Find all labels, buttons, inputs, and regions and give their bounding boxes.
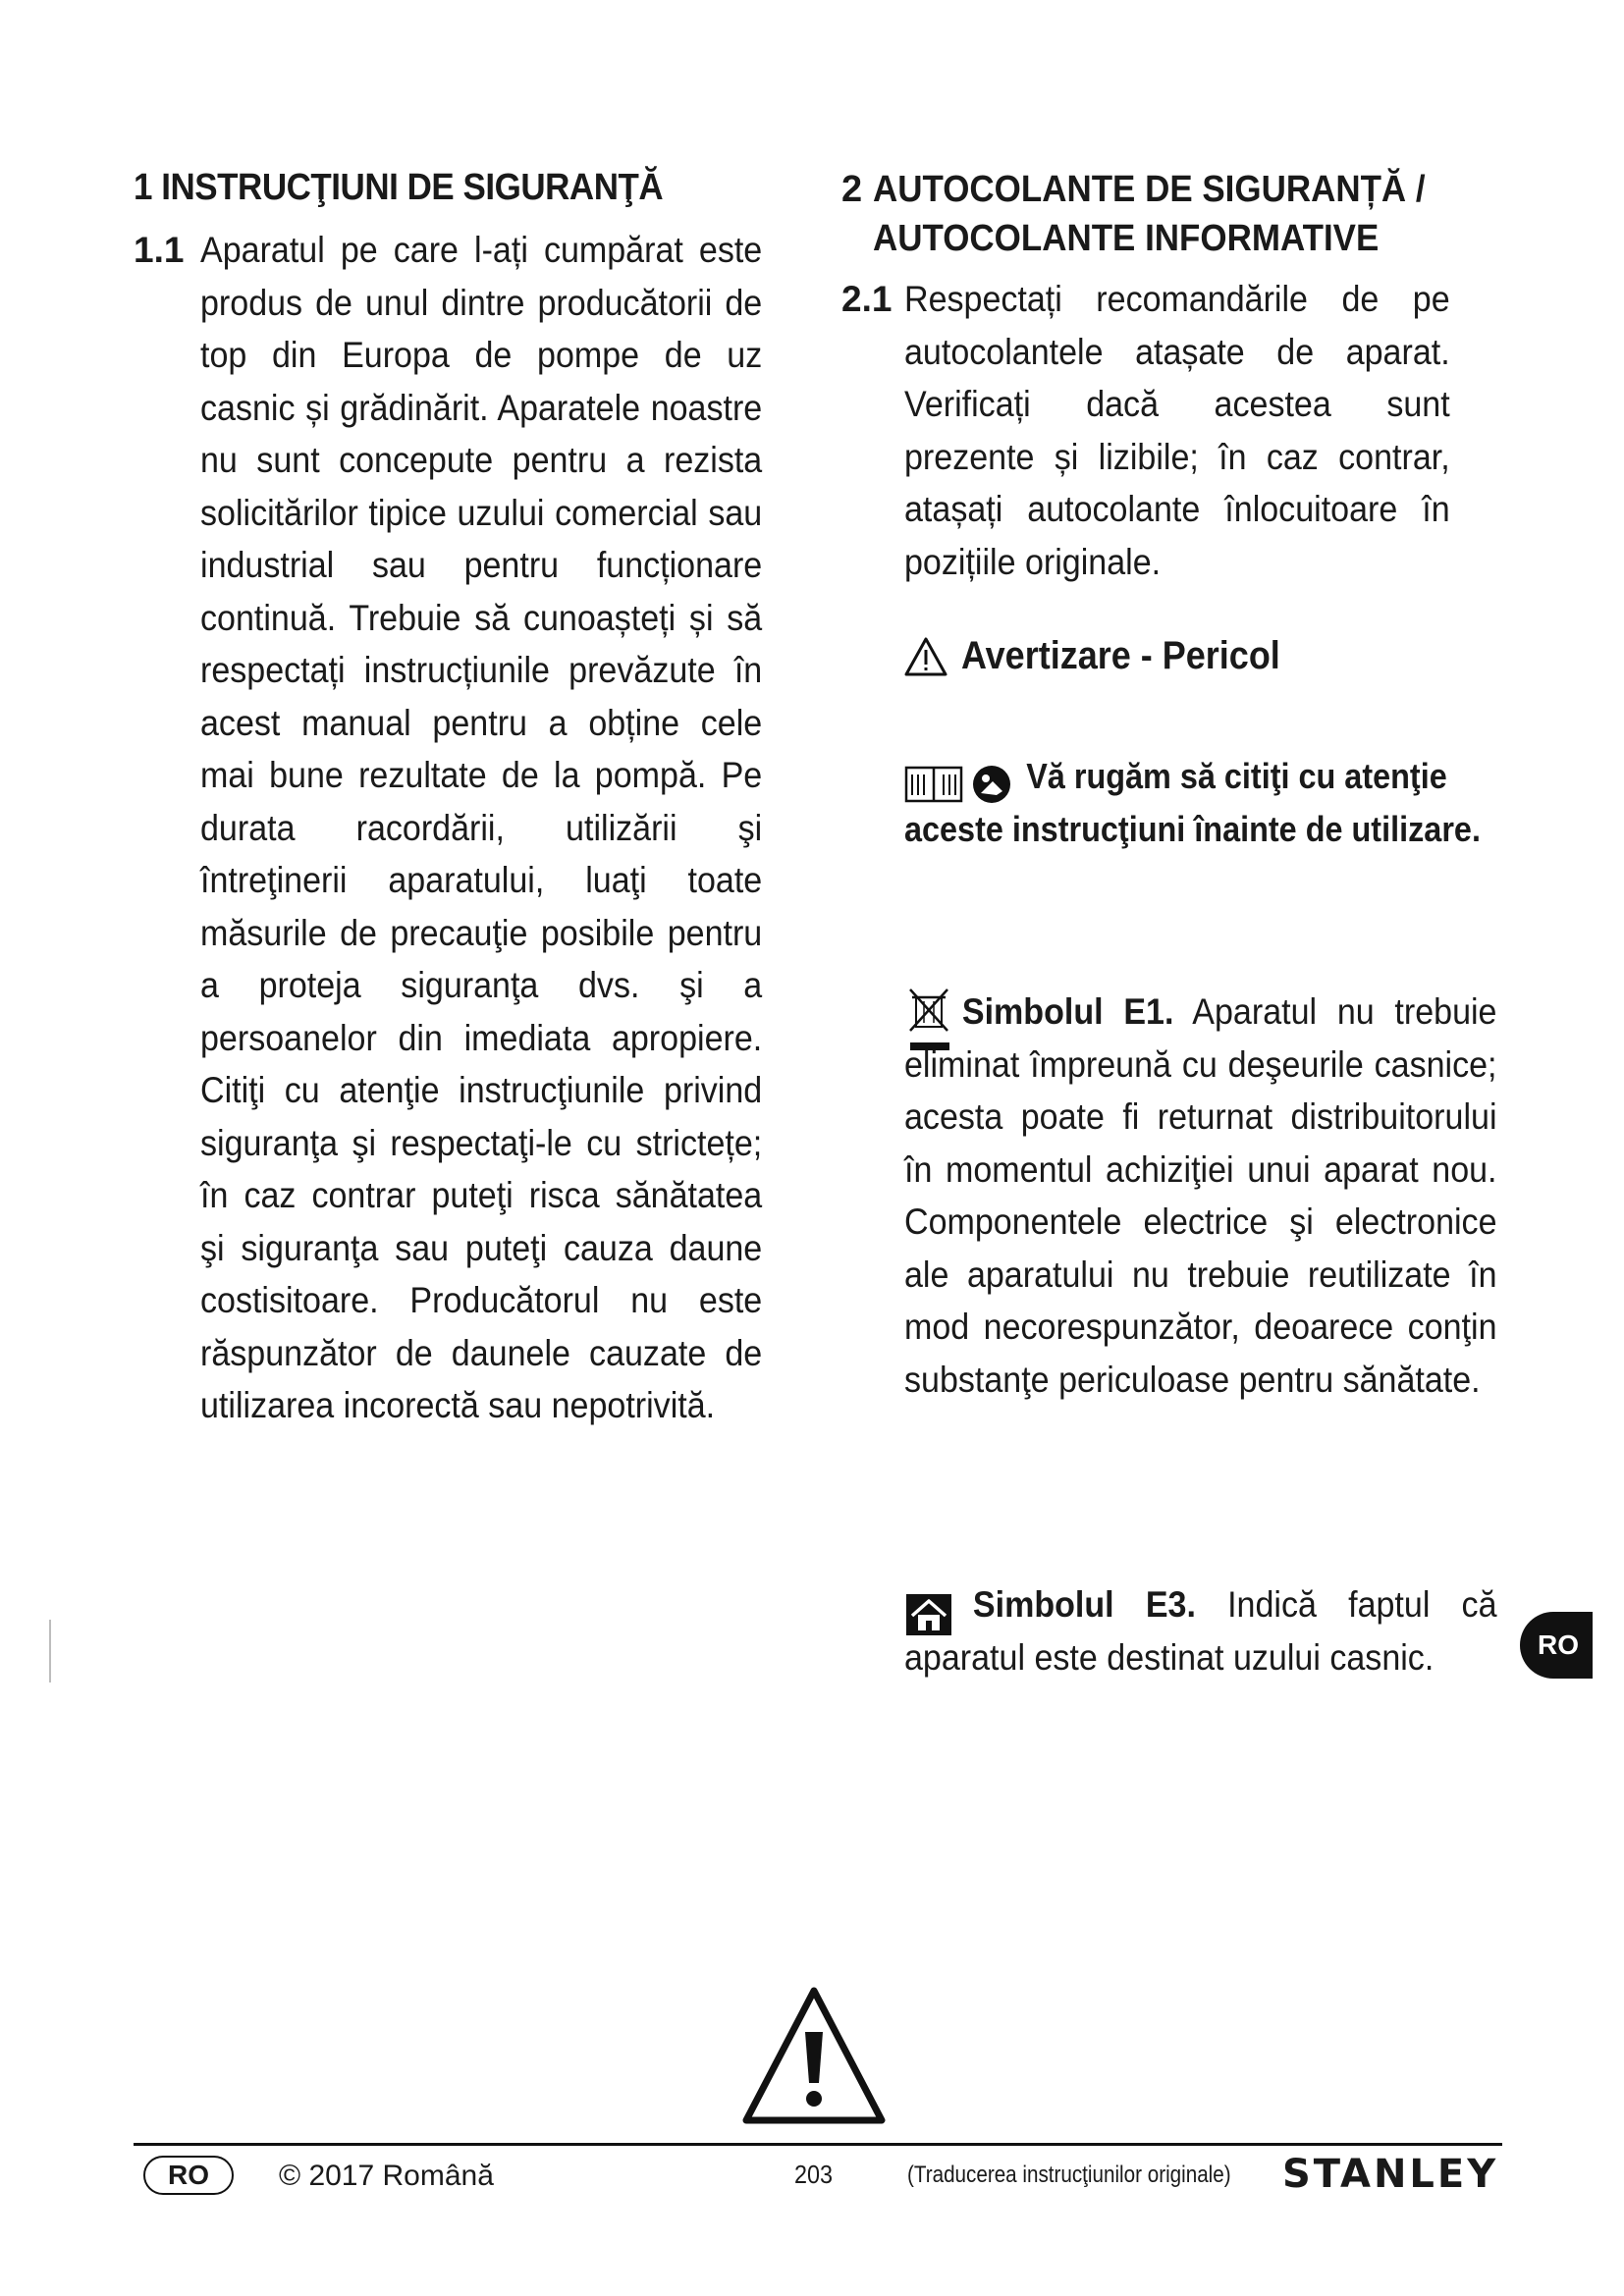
symbol-e3-description: Indică faptul că aparatul este destinat uzului casnic. — [904, 1584, 1497, 1678]
item-2-1-number: 2.1 — [841, 279, 893, 319]
section-1-heading: 1 INSTRUCŢIUNI DE SIGURANŢĂ — [134, 167, 664, 208]
page-number: 203 — [794, 2160, 834, 2189]
item-2-1-text: Respectați recomandările de pe autocolantele atașate de aparat. Verificați dacă acestea sunt prezente și lizibile; în caz contrar, atașați autocolante înlocuitoare în pozițiile originale. — [904, 279, 1450, 582]
warning-triangle-icon — [904, 637, 947, 676]
footer-copyright: © 2017 Română — [279, 2160, 494, 2192]
section-safety-stickers — [841, 165, 1497, 1678]
read-instructions-note — [904, 750, 1497, 856]
margin-mark — [49, 1620, 51, 1682]
symbol-e1-note — [904, 986, 1497, 1406]
warning-title: Avertizare - Pericol — [961, 634, 1280, 677]
read-instructions-text: Vă rugăm să citiţi cu atenţie aceste instrucţiuni înainte de utilizare. — [904, 756, 1481, 849]
section-2-heading — [841, 165, 1497, 263]
warning-triangle-icon — [740, 1985, 888, 2126]
section-safety-instructions — [134, 165, 811, 1432]
symbol-e1-label: Simbolul E1. — [961, 991, 1174, 1032]
item-2-1 — [841, 273, 1497, 588]
symbol-e1-text — [904, 986, 1497, 1406]
item-1-1 — [134, 224, 811, 1432]
section-2-number: 2 — [841, 169, 863, 210]
section-2-title: AUTOCOLANTE DE SIGURANȚĂ / AUTOCOLANTE INFORMATIVE — [873, 169, 1426, 259]
symbol-e3-text — [904, 1578, 1497, 1683]
warning-heading — [904, 634, 1316, 678]
brand-logo: STANLEY — [1282, 2152, 1499, 2197]
footer-language-badge: RO — [143, 2156, 234, 2195]
language-tab: RO — [1520, 1612, 1593, 1679]
translation-note: (Traducerea instrucţiunilor originale) — [907, 2162, 1231, 2188]
item-1-1-number: 1.1 — [134, 230, 185, 270]
symbol-e3-label: Simbolul E3. — [972, 1584, 1196, 1625]
item-1-1-text: Aparatul pe care l-ați cumpărat este produs de unul dintre producătorii de top din Europa de pompe de uz casnic și grădinărit. Aparatele noastre nu sunt concepute pentru a rezista solicitărilor tipice uzului comercial sau industrial sau pentru funcționare continuă. Trebuie să cunoașteți și să respectați instrucțiunile prevăzute în acest manual pentru a obține cele mai bune rezultate de la pompă. Pe durata racordării, utilizării şi întreţinerii aparatului, luaţi toate măsurile de precauţie posibile pentru a proteja siguranţa dvs. şi a persoanelor din imediata apropiere. Citiţi cu atenţie instrucţiunile privind siguranţa şi respectaţi-le cu strictețe; în caz contrar puteţi risca sănătatea şi siguranţa sau puteţi cauza daune costisitoare. Producătorul nu este răspunzător de daunele cauzate de utilizarea incorectă sau nepotrivită. — [200, 230, 763, 1425]
symbol-e1-description: Aparatul nu trebuie eliminat împreună cu deşeurile casnice; acesta poate fi returnat distribuitorului în momentul achiziţiei unui aparat nou. Componentele electrice şi electronice ale aparatului nu trebuie reutilizate în mod necorespunzător, deoarece conţin substanţe periculoase pentru sănătate. — [904, 991, 1497, 1400]
symbol-e3-note — [904, 1578, 1497, 1683]
footer-divider — [134, 2143, 1502, 2146]
